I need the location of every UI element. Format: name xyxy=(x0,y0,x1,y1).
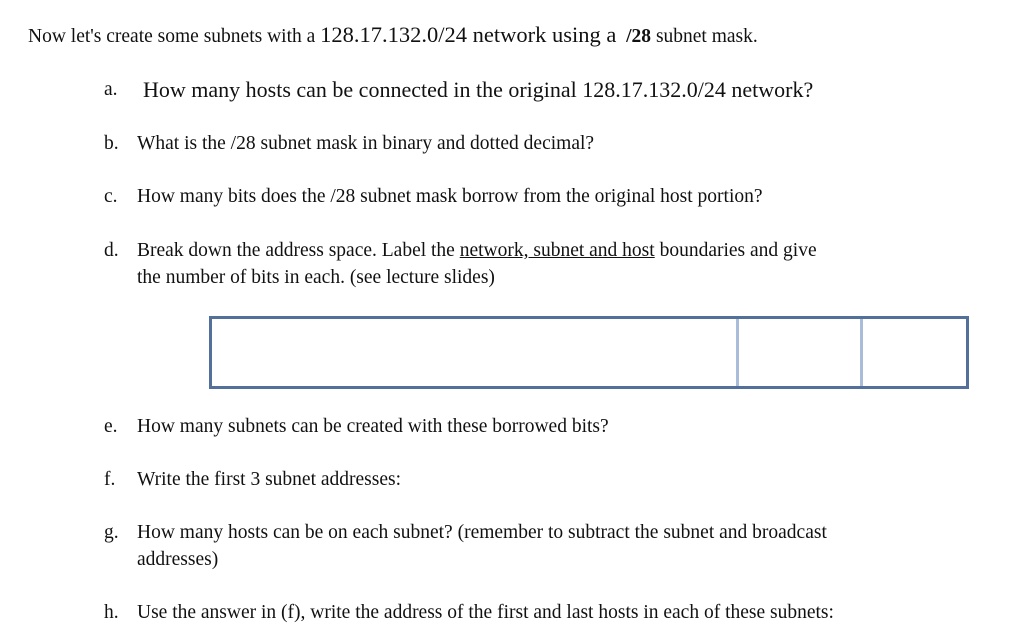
intro-text-end: subnet mask. xyxy=(651,26,758,47)
intro-network: 128.17.132.0/24 network using a xyxy=(320,22,617,47)
question-text: How many subnets can be created with these borrowed bits? xyxy=(137,416,609,437)
question-text-line2: the number of bits in each. (see lecture slides) xyxy=(137,267,495,288)
address-space-diagram xyxy=(209,316,969,389)
question-text: Use the answer in (f), write the address of the first and last hosts in each of these subnets: xyxy=(137,602,834,623)
question-letter: b. xyxy=(104,133,119,154)
question-letter: f. xyxy=(104,469,116,490)
question-letter: d. xyxy=(104,240,119,261)
question-text: How many hosts can be connected in the original 128.17.132.0/24 network? xyxy=(143,77,814,102)
question-letter: c. xyxy=(104,186,118,207)
host-boundary-line xyxy=(860,319,863,386)
intro-paragraph xyxy=(28,22,758,48)
question-d-text-after: boundaries and give xyxy=(654,240,817,261)
question-letter: a. xyxy=(104,79,118,100)
question-text: How many bits does the /28 subnet mask borrow from the original host portion? xyxy=(137,186,763,207)
question-text: How many hosts can be on each subnet? (remember to subtract the subnet and broadcast xyxy=(137,522,827,543)
question-text xyxy=(137,237,817,264)
subnet-boundary-line xyxy=(736,319,739,386)
question-text: What is the /28 subnet mask in binary and dotted decimal? xyxy=(137,133,595,154)
intro-spacer xyxy=(616,26,626,47)
question-letter: e. xyxy=(104,416,118,437)
question-letter: g. xyxy=(104,522,119,543)
intro-text-start: Now let's create some subnets with a xyxy=(28,26,321,47)
intro-mask: /28 xyxy=(626,26,652,47)
question-d-underlined: network, subnet and host xyxy=(459,240,655,261)
question-text: Write the first 3 subnet addresses: xyxy=(137,469,402,490)
question-text-line2: addresses) xyxy=(137,549,219,570)
question-letter: h. xyxy=(104,602,119,623)
question-d-text-before: Break down the address space. Label the xyxy=(137,240,460,261)
